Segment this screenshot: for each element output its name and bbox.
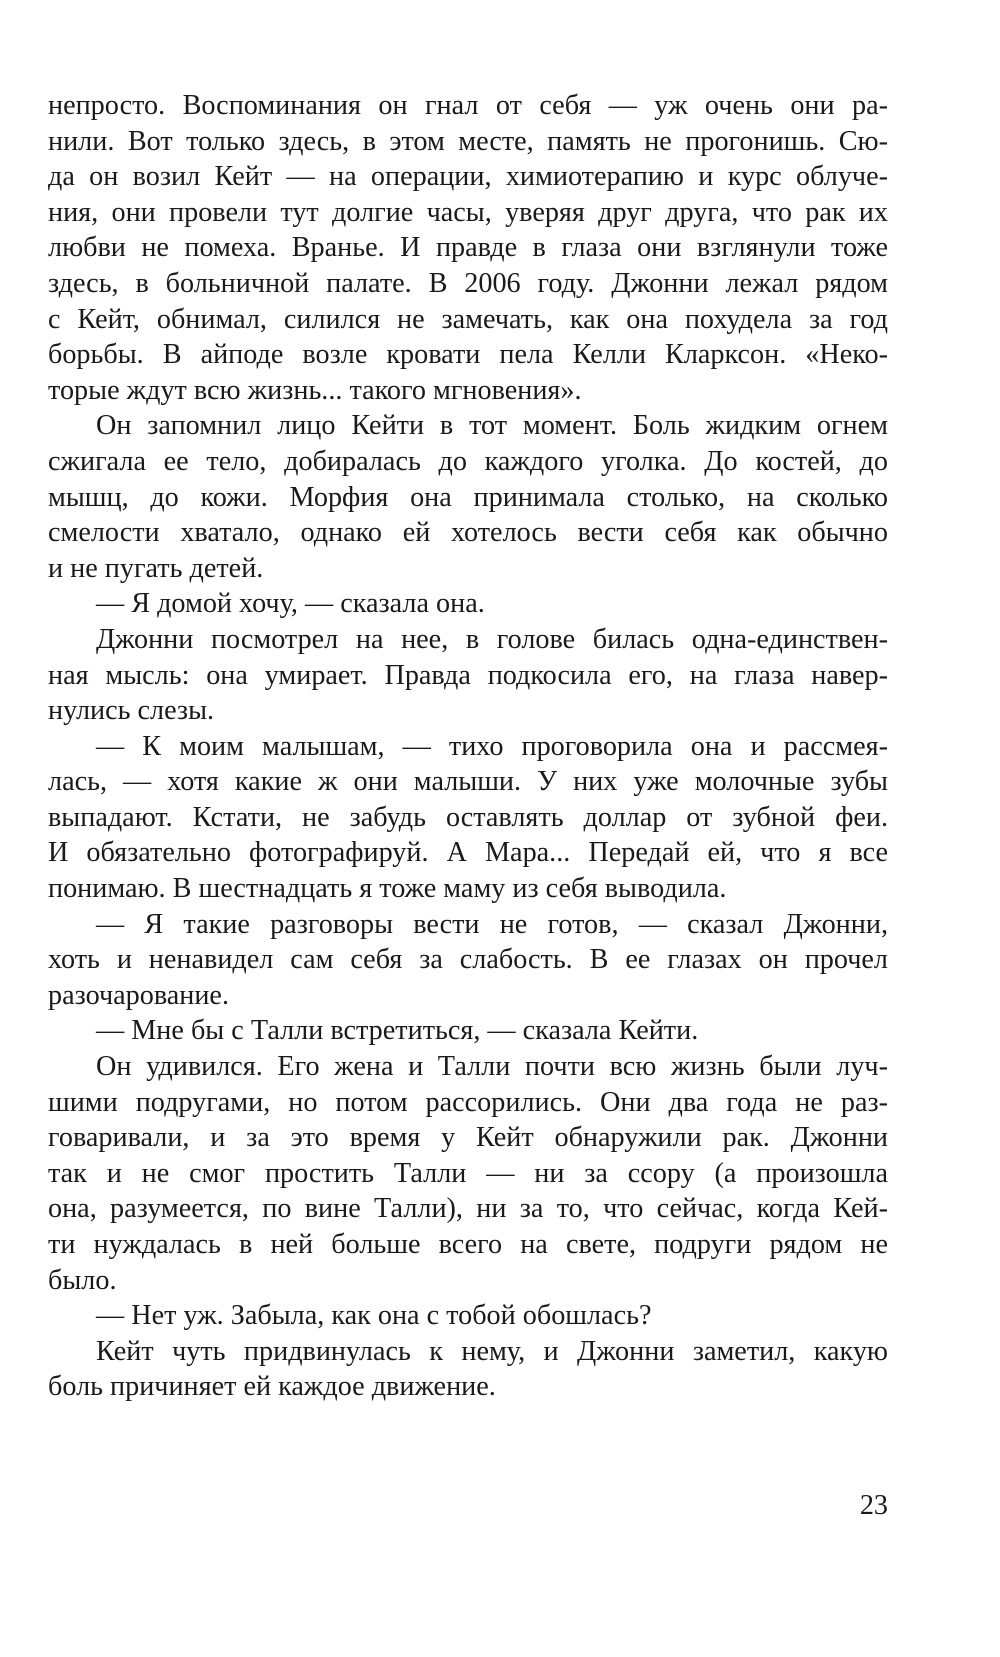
page-body — [48, 88, 888, 1405]
text-line: торые ждут всю жизнь... такого мгновения». — [48, 374, 582, 406]
text-line: хоть и ненавидел сам себя за слабость. В ее глазах он прочел — [48, 944, 888, 976]
text-line: говаривали, и за это время у Кейт обнаружили рак. Джонни — [48, 1122, 888, 1154]
text-line: нили. Вот только здесь, в этом месте, память не прогонишь. Сю- — [48, 125, 888, 157]
text-line: она, разумеется, по вине Талли), ни за то, что сейчас, когда Кей- — [48, 1193, 888, 1225]
text-line: выпадают. Кстати, не забудь оставлять доллар от зубной феи. — [48, 801, 888, 833]
text-line: Он запомнил лицо Кейти в тот момент. Боль жидким огнем — [96, 410, 888, 442]
text-line: — Нет уж. Забыла, как она с тобой обошлась? — [96, 1300, 652, 1332]
text-line: сжигала ее тело, добиралась до каждого уголка. До костей, до — [48, 445, 888, 477]
text-line: ная мысль: она умирает. Правда подкосила его, на глаза навер- — [48, 659, 888, 691]
text-line: — Я домой хочу, — сказала она. — [96, 588, 485, 620]
text-line: Джонни посмотрел на нее, в голове билась одна-единствен- — [96, 623, 888, 655]
page-number: 23 — [859, 1490, 888, 1521]
text-line: да он возил Кейт — на операции, химиотерапию и курс облуче- — [48, 161, 888, 193]
text-line: боль причиняет ей каждое движение. — [48, 1371, 496, 1403]
text-line: с Кейт, обнимал, силился не замечать, как она похудела за год — [48, 303, 888, 335]
text-line: Он удивился. Его жена и Талли почти всю жизнь были луч- — [96, 1051, 888, 1083]
text-line: мышц, до кожи. Морфия она принимала столько, на сколько — [48, 481, 888, 513]
text-line: здесь, в больничной палате. В 2006 году. Джонни лежал рядом — [48, 267, 888, 299]
text-line: смелости хватало, однако ей хотелось вести себя как обычно — [48, 517, 888, 549]
text-line: И обязательно фотографируй. А Мара... Передай ей, что я все — [48, 837, 888, 869]
text-line: непросто. Воспоминания он гнал от себя — уж очень они ра- — [48, 90, 888, 121]
text-line: нулись слезы. — [48, 695, 215, 727]
text-line: ния, они провели тут долгие часы, уверяя друг друга, что рак их — [48, 196, 888, 228]
text-line: разочарование. — [48, 979, 229, 1011]
text-line: так и не смог простить Талли — ни за ссору (а произошла — [48, 1157, 888, 1189]
text-line: — Мне бы с Талли встретиться, — сказала Кейти. — [96, 1015, 699, 1047]
text-line: — Я такие разговоры вести не готов, — сказал Джонни, — [96, 908, 888, 940]
text-line: Кейт чуть придвинулась к нему, и Джонни заметил, какую — [96, 1335, 888, 1367]
text-line: лась, — хотя какие ж они малыши. У них уже молочные зубы — [48, 766, 888, 798]
text-line: было. — [48, 1264, 117, 1296]
text-line: и не пугать детей. — [48, 552, 264, 584]
text-line: борьбы. В айподе возле кровати пела Келли Кларксон. «Неко- — [48, 339, 888, 371]
text-line: — К моим малышам, — тихо проговорила она и рассмея- — [96, 730, 888, 762]
text-line: любви не помеха. Вранье. И правде в глаза они взглянули тоже — [48, 232, 888, 264]
text-line: ти нуждалась в ней больше всего на свете, подруги рядом не — [48, 1229, 888, 1260]
text-line: понимаю. В шестнадцать я тоже маму из себя выводила. — [48, 873, 727, 905]
text-line: шими подругами, но потом рассорились. Они два года не раз- — [48, 1086, 888, 1118]
